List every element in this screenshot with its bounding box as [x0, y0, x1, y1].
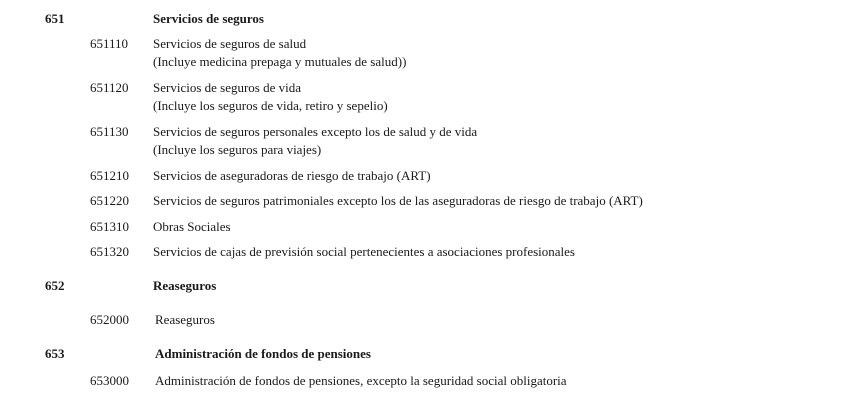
entry-code: 651120: [90, 80, 129, 95]
entry-code: 653000: [90, 373, 129, 388]
entry-description: [155, 372, 567, 390]
entry-description: [153, 167, 431, 185]
section-code: 653: [45, 346, 65, 361]
entry-line: Servicios de aseguradoras de riesgo de trabajo (ART): [153, 168, 431, 183]
section-title: Servicios de seguros: [153, 11, 264, 26]
entry-code: 651210: [90, 168, 129, 183]
entry-code: 651220: [90, 193, 129, 208]
entry-code: 651320: [90, 244, 129, 259]
entry-code: 652000: [90, 312, 129, 327]
entry-description: [155, 311, 215, 329]
entry-description: [153, 218, 231, 236]
entry-code: 651110: [90, 36, 129, 51]
entry-code: 651130: [90, 124, 129, 139]
entry-description: [153, 35, 406, 71]
entry-line: Reaseguros: [155, 312, 215, 327]
entry-line: Administración de fondos de pensiones, excepto la seguridad social obligatoria: [155, 373, 567, 388]
entry-line: Obras Sociales: [153, 219, 231, 234]
entry-line: (Incluye medicina prepaga y mutuales de salud)): [153, 54, 407, 69]
section-code: 652: [45, 278, 65, 293]
entry-description: [153, 192, 643, 210]
entry-line: Servicios de seguros personales excepto los de salud y de vida: [153, 124, 478, 139]
entry-code: 651310: [90, 219, 129, 234]
section-code: 651: [45, 11, 65, 26]
entry-description: [153, 243, 575, 261]
entry-line: Servicios de cajas de previsión social pertenecientes a asociaciones profesionales: [153, 244, 575, 259]
entry-description: [153, 123, 477, 159]
section-title: Administración de fondos de pensiones: [155, 346, 371, 361]
entry-line: Servicios de seguros de salud: [153, 36, 307, 51]
entry-line: Servicios de seguros de vida: [153, 80, 302, 95]
section-title: Reaseguros: [153, 278, 217, 293]
entry-line: Servicios de seguros patrimoniales excepto los de las aseguradoras de riesgo de trabajo (ART): [153, 193, 643, 208]
entry-description: [153, 79, 388, 115]
entry-line: (Incluye los seguros de vida, retiro y sepelio): [153, 98, 388, 113]
entry-line: (Incluye los seguros para viajes): [153, 142, 322, 157]
